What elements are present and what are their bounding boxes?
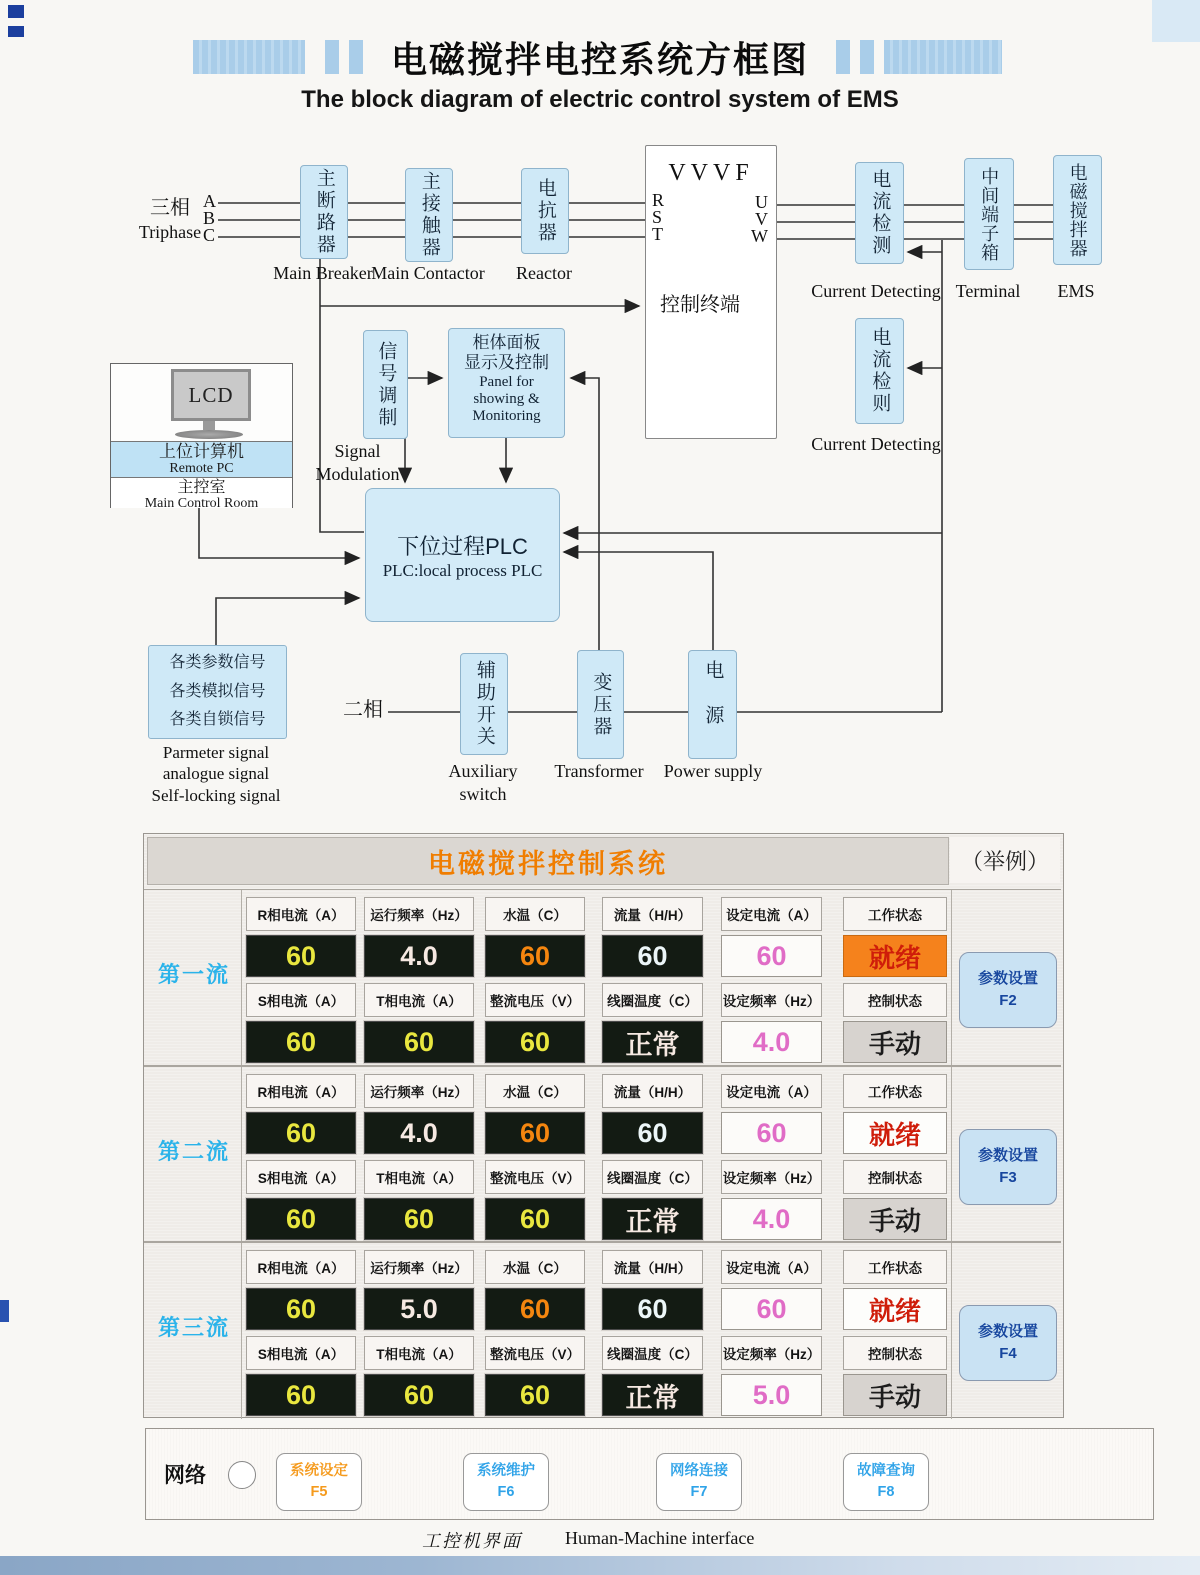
param-header: 工作状态: [843, 897, 947, 931]
transformer-label: Transformer: [554, 761, 644, 781]
param-header: 整流电压（V）: [485, 983, 585, 1017]
power-supply-box: 电源: [688, 650, 737, 759]
hmi-title: 电磁搅拌控制系统: [428, 848, 668, 879]
fn-button-key: F6: [497, 1484, 515, 1500]
aux-switch-label: [430, 760, 536, 805]
param-set-label: 参数设置: [977, 1146, 1038, 1164]
param-header: 水温（C）: [485, 897, 585, 931]
param-value-display: 60: [364, 1021, 474, 1063]
param-value-display: 就绪: [843, 1288, 947, 1330]
param-header: S相电流（A）: [246, 1160, 356, 1194]
param-header: 整流电压（V）: [485, 1336, 585, 1370]
signals-label: [126, 742, 306, 806]
flow-section-3: [144, 1241, 1061, 1419]
panel-en-2: showing &: [473, 391, 540, 408]
vvvf-pin-u: U: [755, 192, 768, 212]
scan-bottom-strip: [0, 1556, 1200, 1575]
param-value-display: 60: [485, 1021, 585, 1063]
param-set-key: F4: [999, 1345, 1017, 1362]
param-value-display: 手动: [843, 1021, 947, 1063]
param-value-display: 手动: [843, 1374, 947, 1416]
param-value-display: 60: [364, 1374, 474, 1416]
param-value-display: 60: [485, 935, 585, 977]
transformer-box: 变压器: [577, 650, 624, 759]
aux-switch-en2: switch: [459, 783, 507, 804]
scan-corner-mark: [8, 5, 24, 18]
main-breaker-box: 主断路器: [300, 165, 348, 259]
param-value-display: 正常: [602, 1198, 703, 1240]
signals-en-1: Parmeter signal: [162, 743, 270, 762]
vvvf-inverter-box: [645, 145, 777, 439]
fn-button-f5[interactable]: [276, 1453, 362, 1511]
reactor-box: 电抗器: [521, 168, 569, 254]
vvvf-title: VVVF: [668, 160, 754, 186]
param-value-display: 4.0: [364, 1112, 474, 1154]
param-header: 线圈温度（C）: [602, 983, 703, 1017]
param-header: 控制状态: [843, 1160, 947, 1194]
remote-pc-en: Remote PC: [169, 460, 234, 476]
param-value-display: 手动: [843, 1198, 947, 1240]
scan-corner-mark: [8, 26, 24, 37]
param-set-button-f4[interactable]: [959, 1305, 1057, 1381]
param-header: 工作状态: [843, 1074, 947, 1108]
phase-b-label: B: [203, 208, 216, 228]
param-value-display: 60: [602, 1112, 703, 1154]
param-value-display: 60: [246, 935, 356, 977]
signal-modulation-box: 信号调制: [363, 330, 408, 439]
lcd-monitor-base: [175, 430, 243, 439]
current-detect-2-box: 电流检则: [855, 318, 904, 424]
lcd-monitor-icon: LCD: [171, 369, 251, 421]
grid-line: [951, 1067, 952, 1243]
signal-modulation-label: [300, 440, 415, 485]
hmi-title-bar: [147, 837, 949, 885]
ems-label: EMS: [1057, 281, 1095, 301]
title-deco-bar: [325, 40, 339, 74]
param-header: T相电流（A）: [364, 1160, 474, 1194]
ems-box: 电磁搅拌器: [1053, 155, 1102, 265]
remote-pc-station: [110, 363, 293, 511]
param-header: 流量（H/H）: [602, 1074, 703, 1108]
param-header: 控制状态: [843, 983, 947, 1017]
param-value-display: 60: [246, 1021, 356, 1063]
param-value-display: 60: [246, 1198, 356, 1240]
param-header: 流量（H/H）: [602, 897, 703, 931]
footer-caption-cn: 工控机界面: [422, 1531, 522, 1551]
fn-button-key: F5: [310, 1484, 328, 1500]
param-value-display: 5.0: [721, 1374, 822, 1416]
signals-en-3: Self-locking signal: [151, 785, 281, 805]
control-room-band: [111, 477, 292, 511]
param-header: R相电流（A）: [246, 1250, 356, 1284]
hmi-bottom-bar: [145, 1428, 1154, 1520]
vvvf-pin-w: W: [751, 226, 768, 246]
title-deco-bar: [836, 40, 850, 74]
page-title-cn: 电磁搅拌电控系统方框图: [390, 39, 809, 80]
param-set-label: 参数设置: [977, 969, 1038, 987]
grid-line: [951, 890, 952, 1066]
param-value-display: 4.0: [721, 1198, 822, 1240]
signal-modulation-en2: Modulation: [315, 463, 400, 484]
param-value-display: 60: [364, 1198, 474, 1240]
triphase-en: Triphase: [138, 222, 202, 242]
vvvf-pin-t: T: [652, 224, 663, 244]
param-header: 设定电流（A）: [721, 1074, 822, 1108]
param-header: 设定频率（Hz）: [721, 1160, 822, 1194]
param-set-button-f2[interactable]: [959, 952, 1057, 1028]
current-detect-2-label: Current Detecting: [811, 434, 941, 454]
phase-a-label: A: [203, 191, 216, 211]
grid-line: [241, 1243, 242, 1419]
fn-button-label: 系统维护: [477, 1462, 535, 1479]
fn-button-f7[interactable]: [656, 1453, 742, 1511]
phase-c-label: C: [203, 225, 216, 245]
triphase-cn: 三相: [150, 197, 190, 219]
panel-en-3: Monitoring: [472, 408, 541, 425]
network-label: 网络: [164, 1464, 206, 1487]
param-header: 工作状态: [843, 1250, 947, 1284]
signals-cn-2: 各类模拟信号: [169, 682, 266, 700]
terminal-label: Terminal: [955, 281, 1021, 301]
signals-en-2: analogue signal: [162, 764, 270, 784]
grid-line: [241, 890, 242, 1066]
hmi-example-note: （举例）: [950, 837, 1060, 883]
param-set-label: 参数设置: [977, 1322, 1038, 1340]
param-value-display: 60: [721, 1288, 822, 1330]
remote-pc-cn: 上位计算机: [159, 442, 244, 461]
title-deco-bar-right: [884, 40, 1002, 74]
control-room-cn: 主控室: [177, 479, 226, 496]
footer-caption-en: Human-Machine interface: [565, 1528, 755, 1548]
param-value-display: 5.0: [364, 1288, 474, 1330]
panel-cn-2: 显示及控制: [464, 353, 549, 373]
fn-button-key: F8: [877, 1484, 895, 1500]
param-value-display: 60: [246, 1374, 356, 1416]
param-header: T相电流（A）: [364, 1336, 474, 1370]
local-plc-box: [365, 488, 560, 622]
plc-cn: 下位过程PLC: [397, 533, 528, 559]
param-value-display: 60: [602, 935, 703, 977]
param-value-display: 60: [602, 1288, 703, 1330]
scan-corner-tint: [1152, 0, 1200, 42]
flow-section-1: [144, 889, 1061, 1066]
signals-cn-3: 各类自锁信号: [169, 711, 266, 729]
param-value-display: 60: [721, 935, 822, 977]
panel-cn-1: 柜体面板: [472, 333, 541, 352]
param-header: 水温（C）: [485, 1250, 585, 1284]
param-header: S相电流（A）: [246, 1336, 356, 1370]
param-value-display: 4.0: [721, 1021, 822, 1063]
param-set-button-f3[interactable]: [959, 1129, 1057, 1205]
param-value-display: 4.0: [364, 935, 474, 977]
param-header: 运行频率（Hz）: [364, 1250, 474, 1284]
lcd-monitor-stand: [203, 421, 215, 430]
biphase-label: 二相: [343, 699, 383, 721]
param-header: 设定频率（Hz）: [721, 1336, 822, 1370]
flow-label: 第一流: [158, 962, 231, 987]
signal-modulation-en1: Signal: [334, 441, 381, 461]
scan-edge-mark: [0, 1300, 9, 1322]
page-title-en: The block diagram of electric control system of EMS: [301, 86, 899, 113]
param-set-key: F3: [999, 1169, 1017, 1186]
vvvf-pin-r: R: [652, 190, 665, 210]
current-detect-1-box: 电流检测: [855, 162, 904, 264]
param-value-display: 就绪: [843, 935, 947, 977]
aux-switch-box: 辅助开关: [460, 653, 508, 755]
signals-box: [148, 645, 287, 739]
aux-switch-en1: Auxiliary: [448, 761, 518, 781]
power-supply-label: Power supply: [663, 761, 763, 781]
flow-section-2: [144, 1065, 1061, 1243]
param-value-display: 60: [485, 1374, 585, 1416]
grid-line: [951, 1243, 952, 1419]
fn-button-f6[interactable]: [463, 1453, 549, 1511]
param-header: 水温（C）: [485, 1074, 585, 1108]
remote-pc-band: [111, 441, 292, 478]
grid-line: [241, 1067, 242, 1243]
cabinet-panel-box: [448, 328, 565, 438]
vvvf-pin-v: V: [755, 209, 768, 229]
param-header: 运行频率（Hz）: [364, 1074, 474, 1108]
param-value-display: 60: [246, 1288, 356, 1330]
param-value-display: 60: [485, 1288, 585, 1330]
title-deco-bar: [349, 40, 363, 74]
param-value-display: 60: [485, 1112, 585, 1154]
param-header: 设定频率（Hz）: [721, 983, 822, 1017]
param-header: 线圈温度（C）: [602, 1160, 703, 1194]
hmi-panel: [143, 833, 1064, 1418]
network-indicator-lamp: [228, 1461, 256, 1489]
panel-en-1: Panel for: [479, 373, 534, 390]
title-deco-bar: [860, 40, 874, 74]
vvvf-control-terminal: 控制终端: [660, 294, 740, 316]
param-value-display: 60: [721, 1112, 822, 1154]
param-header: R相电流（A）: [246, 1074, 356, 1108]
fn-button-f8[interactable]: [843, 1453, 929, 1511]
vvvf-pin-s: S: [652, 207, 663, 227]
fn-button-label: 故障查询: [857, 1462, 915, 1479]
plc-en: PLC:local process PLC: [382, 560, 543, 580]
terminal-box: 中间端子箱: [964, 158, 1014, 270]
param-header: 流量（H/H）: [602, 1250, 703, 1284]
title-deco-bar-left: [193, 40, 305, 74]
param-value-display: 60: [485, 1198, 585, 1240]
fn-button-key: F7: [690, 1484, 708, 1500]
param-value-display: 正常: [602, 1374, 703, 1416]
param-value-display: 正常: [602, 1021, 703, 1063]
param-header: S相电流（A）: [246, 983, 356, 1017]
param-header: 控制状态: [843, 1336, 947, 1370]
param-header: 运行频率（Hz）: [364, 897, 474, 931]
flow-label: 第三流: [158, 1315, 231, 1340]
main-contactor-label: Main Contactor: [371, 263, 485, 283]
param-value-display: 60: [246, 1112, 356, 1154]
fn-button-label: 网络连接: [670, 1462, 728, 1479]
main-breaker-label: Main Breaker: [273, 263, 373, 283]
control-room-en: Main Control Room: [144, 495, 259, 511]
param-set-key: F2: [999, 992, 1017, 1009]
param-header: T相电流（A）: [364, 983, 474, 1017]
main-contactor-box: 主接触器: [405, 168, 453, 262]
fn-button-label: 系统设定: [290, 1462, 348, 1479]
param-value-display: 就绪: [843, 1112, 947, 1154]
param-header: 设定电流（A）: [721, 1250, 822, 1284]
param-header: 设定电流（A）: [721, 897, 822, 931]
current-detect-1-label: Current Detecting: [811, 281, 941, 301]
signals-cn-1: 各类参数信号: [169, 653, 266, 671]
param-header: 整流电压（V）: [485, 1160, 585, 1194]
param-header: 线圈温度（C）: [602, 1336, 703, 1370]
flow-label: 第二流: [158, 1139, 231, 1164]
param-header: R相电流（A）: [246, 897, 356, 931]
reactor-label: Reactor: [516, 263, 572, 283]
